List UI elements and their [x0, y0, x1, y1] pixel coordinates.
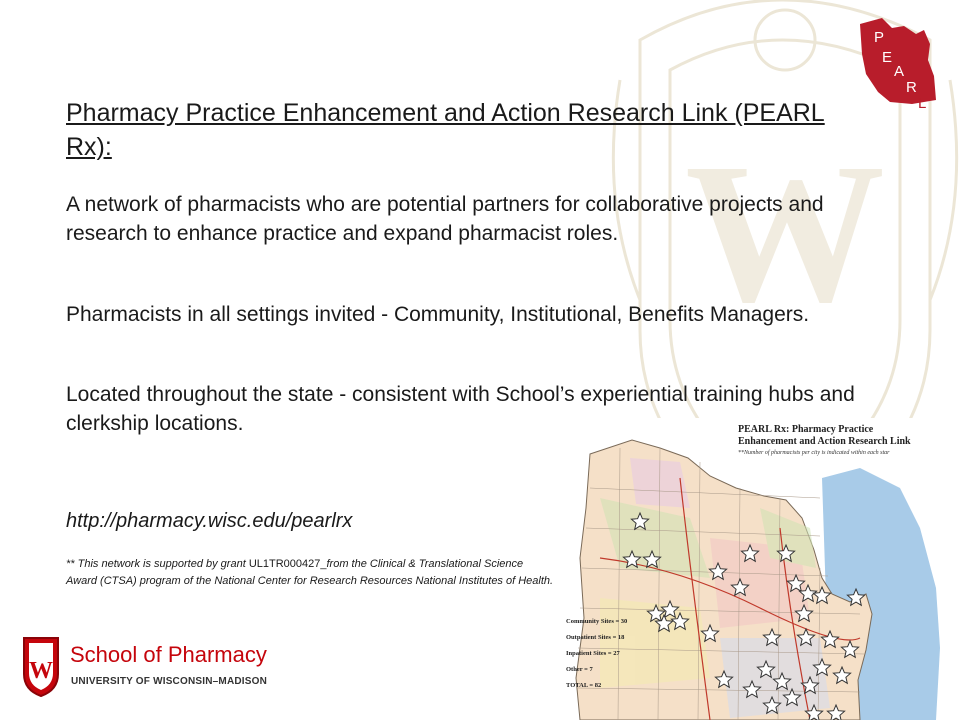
site-star-icon: [623, 551, 640, 567]
pearl-letter-p: P: [874, 29, 885, 46]
pearl-letter-r: R: [906, 79, 917, 96]
legend-inpatient: Inpatient Sites = 27: [566, 650, 620, 657]
site-star-icon: [783, 689, 800, 705]
pearl-letter-e: E: [882, 49, 893, 66]
footnote-prefix: ** This network is supported by grant: [66, 558, 249, 570]
site-star-icon: [805, 705, 822, 720]
pearl-letter-a: A: [894, 63, 905, 80]
site-star-icon: [787, 575, 804, 591]
description-paragraph: A network of pharmacists who are potential partners for collaborative projects and research to enhance practice and expand pharmacist roles.: [66, 193, 824, 245]
site-star-icon: [773, 673, 790, 689]
site-star-icon: [777, 545, 794, 561]
school-name: School of Pharmacy: [70, 642, 267, 667]
site-star-icon: [813, 659, 830, 675]
svg-text:W: W: [685, 123, 885, 344]
site-star-icon: [701, 625, 718, 641]
site-star-icon: [801, 677, 818, 693]
site-star-icon: [757, 661, 774, 677]
site-star-icon: [795, 605, 812, 621]
pearl-logo: [852, 14, 948, 114]
university-name: UNIVERSITY OF WISCONSIN–MADISON: [71, 676, 268, 687]
pearl-sites-map: [560, 418, 960, 720]
site-star-icon: [763, 629, 780, 645]
legend-total: TOTAL = 82: [566, 682, 602, 689]
site-star-icon: [833, 667, 850, 683]
site-star-icon: [827, 705, 844, 720]
site-star-icon: [715, 671, 732, 687]
locations-paragraph: Located throughout the state - consistent with School’s experiential training hubs and clerkship locations.: [66, 383, 855, 435]
pearlrx-link[interactable]: http://pharmacy.wisc.edu/pearlrx: [66, 510, 353, 532]
site-star-icon: [631, 513, 648, 529]
footnote-suffix: from the Clinical & Translational Science Award (CTSA) program of the National Center for Research Resources National Institutes of Health.: [66, 558, 554, 587]
site-star-icon: [821, 631, 838, 647]
site-star-icon: [643, 551, 660, 567]
site-star-icon: [741, 545, 758, 561]
school-of-pharmacy-logo: [20, 634, 280, 700]
slide-title: Pharmacy Practice Enhancement and Action Research Link (PEARL Rx):: [66, 99, 825, 161]
pearl-letter-l: L: [918, 95, 927, 112]
map-note: **Number of pharmacists per city is indicated within each star: [738, 450, 890, 456]
uw-crest-icon: [20, 634, 62, 698]
settings-paragraph: Pharmacists in all settings invited - Community, Institutional, Benefits Managers.: [66, 303, 810, 326]
legend-community: Community Sites = 30: [566, 618, 628, 625]
crest-letter: W: [29, 658, 53, 684]
legend-outpatient: Outpatient Sites = 18: [566, 634, 625, 641]
map-title-line1: PEARL Rx: Pharmacy Practice: [738, 424, 874, 435]
site-star-icon: [763, 697, 780, 713]
site-star-icon: [841, 641, 858, 657]
site-star-icon: [847, 589, 864, 605]
grant-number: UL1TR000427_: [248, 558, 327, 570]
site-star-icon: [709, 563, 726, 579]
funding-footnote: [66, 556, 556, 590]
legend-other: Other = 7: [566, 666, 593, 673]
site-star-icon: [743, 681, 760, 697]
site-star-icon: [797, 629, 814, 645]
map-title-line2: Enhancement and Action Research Link: [738, 436, 911, 447]
site-star-icon: [813, 587, 830, 603]
site-star-icon: [731, 579, 748, 595]
